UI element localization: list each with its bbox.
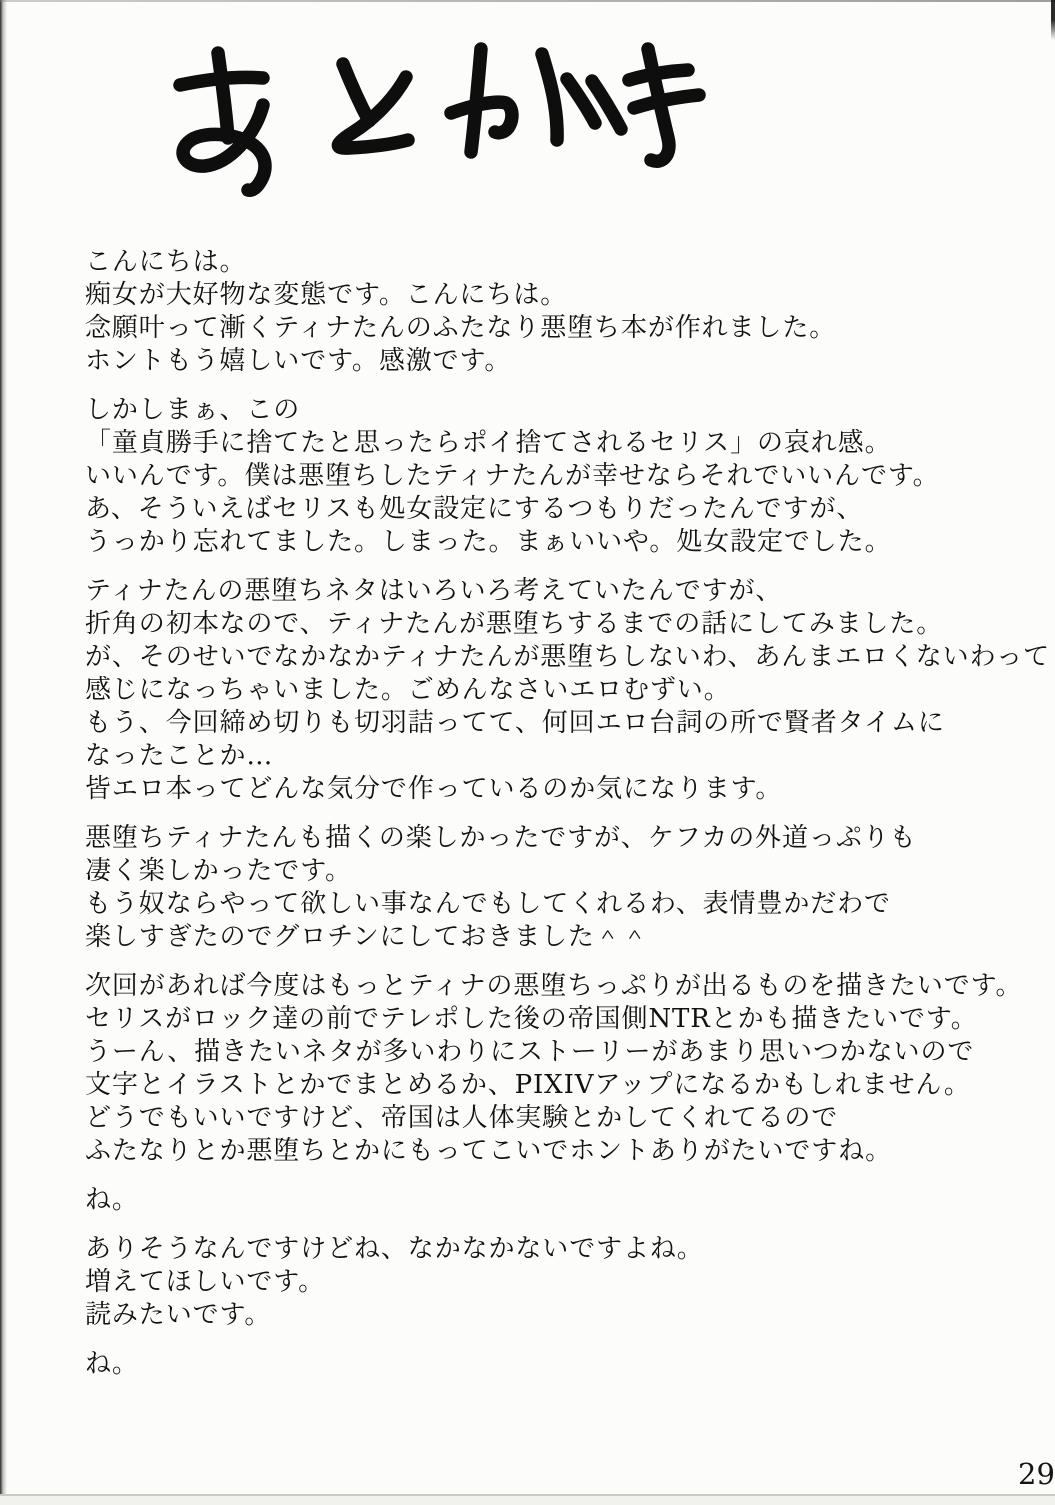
- text-line: セリスがロック達の前でテレポした後の帝国側NTRとかも描きたいです。: [85, 1004, 978, 1034]
- paragraph-wish: [85, 1233, 1035, 1332]
- paragraph-ne-1: [85, 1184, 1035, 1217]
- title-char-a: [180, 53, 265, 190]
- text-line: いいんです。僕は悪堕ちしたティナたんが幸せならそれでいいんです。: [85, 461, 940, 491]
- text-line: 読みたいです。: [85, 1300, 272, 1330]
- text-line: ホントもう嬉しいです。感激です。: [85, 346, 512, 376]
- text-line: 次回があれば今度はもっとティナの悪堕ちっぷりが出るものを描きたいです。: [85, 971, 1023, 1001]
- text-line: もう奴ならやって欲しい事なんでもしてくれるわ、表情豊かだわで: [85, 889, 891, 919]
- text-line: が、そのせいでなかなかティナたんが悪堕ちしないわ、あんまエロくないわって: [85, 642, 1051, 672]
- scan-edge-top: [0, 0, 1055, 2]
- text-line: ね。: [85, 1349, 139, 1379]
- scan-corner-mark: [1051, 0, 1055, 40]
- text-line: ふたなりとか悪堕ちとかにもってこいでホントありがたいですね。: [85, 1136, 893, 1166]
- text-line: しかしまぁ、この: [85, 395, 301, 425]
- text-line: 増えてほしいです。: [85, 1267, 326, 1297]
- text-line: 痴女が大好物な変態です。こんにちは。: [85, 280, 568, 310]
- text-line: ありそうなんですけどね、なかなかないですよね。: [85, 1234, 704, 1264]
- paragraph-celes: [85, 394, 1035, 559]
- text-line: 文字とイラストとかでまとめるか、PIXIVアップになるかもしれません。: [85, 1070, 971, 1100]
- scan-edge-left: [0, 0, 7, 1505]
- paragraph-story: [85, 575, 1051, 806]
- page-number: 29: [1018, 1457, 1055, 1491]
- title-char-ki: [629, 49, 699, 161]
- text-line: 悪堕ちティナたんも描くの楽しかったですが、ケフカの外道っぷりも: [85, 823, 917, 853]
- text-line: どうでもいいですけど、帝国は人体実験とかしてくれてるので: [85, 1103, 839, 1133]
- text-line: 念願叶って漸くティナたんのふたなり悪堕ち本が作れました。: [85, 313, 837, 343]
- text-line: こんにちは。: [85, 247, 247, 277]
- text-line: 凄く楽しかったです。: [85, 856, 352, 886]
- text-line: うーん、描きたいネタが多いわりにストーリーがあまり思いつかないので: [85, 1037, 975, 1067]
- title-char-to: [338, 64, 408, 148]
- paragraph-next-time: [85, 970, 1035, 1168]
- handwritten-title-art: [150, 30, 750, 215]
- text-line: 皆エロ本ってどんな気分で作っているのか気になります。: [85, 774, 783, 804]
- title-char-ga: [451, 49, 621, 152]
- text-line: 折角の初本なので、ティナたんが悪堕ちするまでの話にしてみました。: [85, 609, 944, 639]
- text-line: 「童貞勝手に捨てたと思ったらポイ捨てされるセリス」の哀れ感。: [85, 428, 892, 458]
- scan-edge-bottom: [0, 1494, 1055, 1505]
- text-line: もう、今回締め切りも切羽詰ってて、何回エロ台詞の所で賢者タイムに: [85, 708, 945, 738]
- text-line: なったことか…: [85, 741, 274, 771]
- text-line: ね。: [85, 1185, 139, 1215]
- paragraph-greeting: [85, 246, 1035, 378]
- afterword-body: [85, 246, 1051, 1397]
- paragraph-ne-2: [85, 1348, 1035, 1381]
- paragraph-kefka: [85, 822, 1035, 954]
- text-line: 感じになっちゃいました。ごめんなさいエロむずい。: [85, 675, 731, 705]
- text-line: ティナたんの悪堕ちネタはいろいろ考えていたんですが、: [85, 576, 783, 606]
- text-line: 楽しすぎたのでグロチンにしておきました＾＾: [85, 922, 649, 952]
- text-line: うっかり忘れてました。しまった。まぁいいや。処女設定でした。: [85, 527, 892, 557]
- afterword-title: [150, 30, 750, 215]
- text-line: あ、そういえばセリスも処女設定にするつもりだったんですが、: [85, 494, 864, 524]
